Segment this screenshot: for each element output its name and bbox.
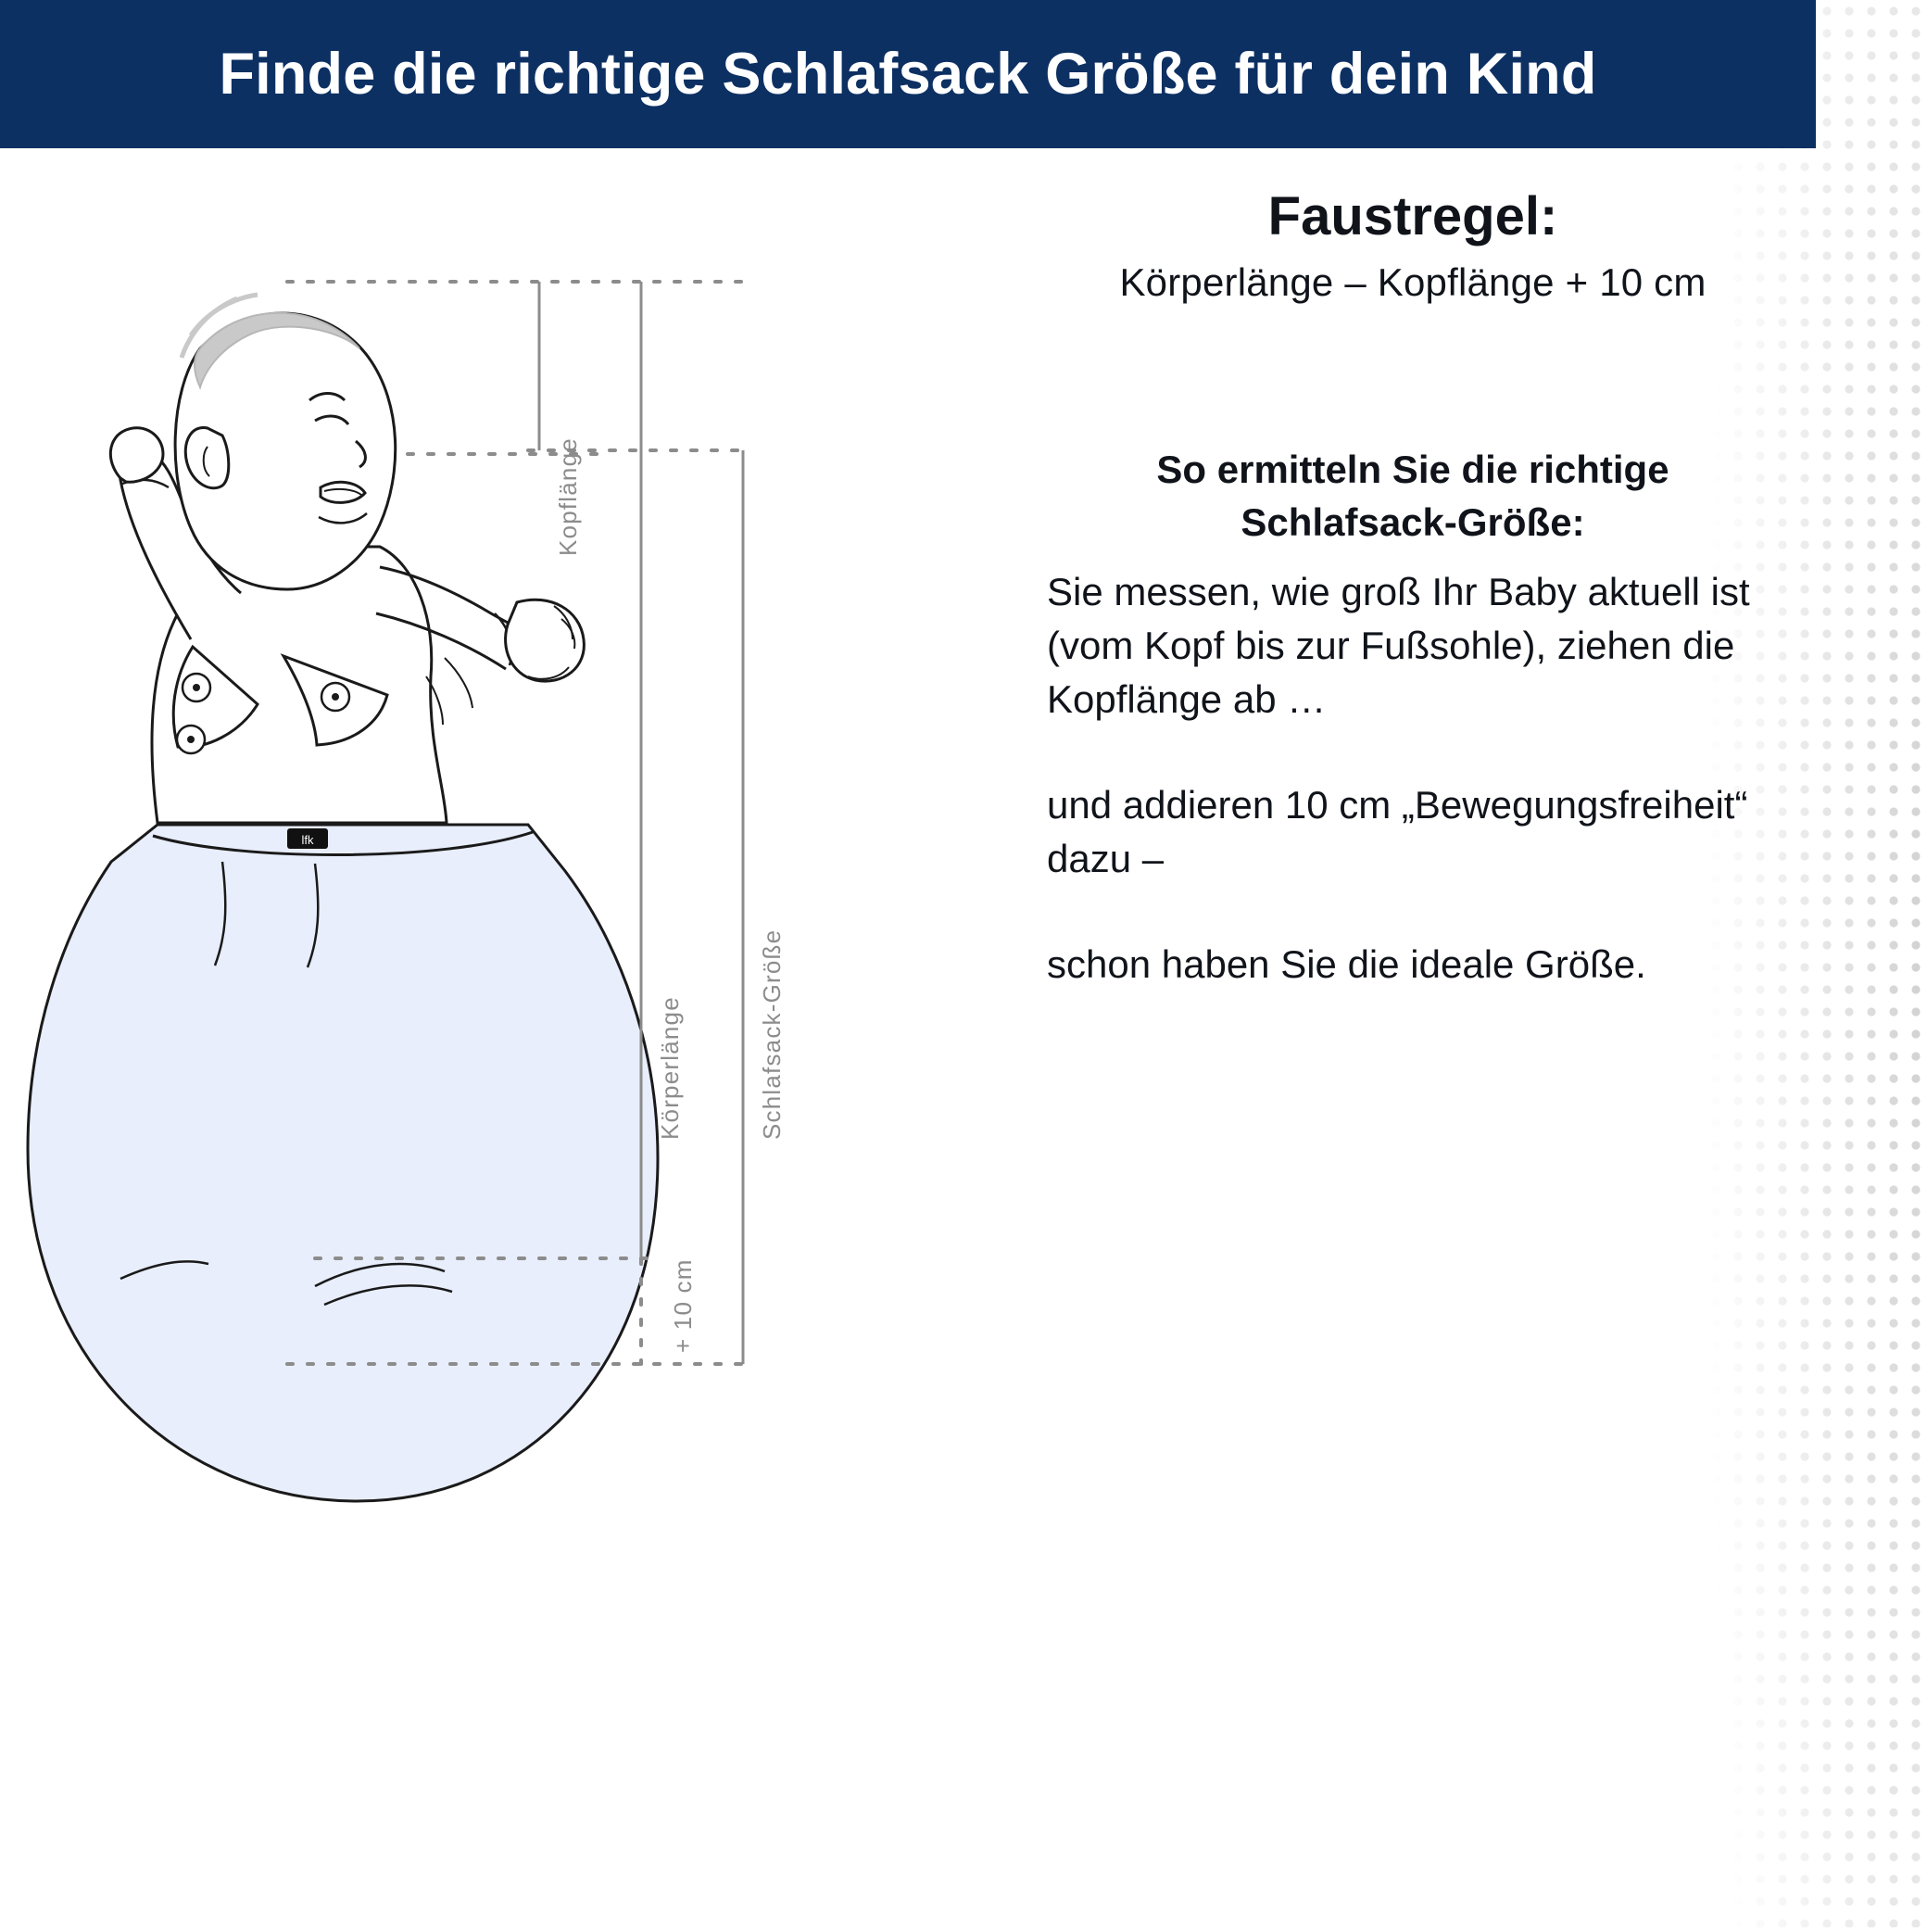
svg-text:lfk: lfk <box>301 833 314 847</box>
dimension-label-koerperlaenge: Körperlänge <box>656 996 684 1140</box>
page-title: Finde die richtige Schlafsack Größe für dein Kind <box>219 41 1597 107</box>
baby-in-sleeping-bag-illustration <box>9 269 1028 1659</box>
howto-paragraph-1: Sie messen, wie groß Ihr Baby aktuell ist (vom Kopf bis zur Fußsohle), ziehen die Kopflänge ab … <box>1047 570 1750 722</box>
dimension-label-schlafsack-groesse: Schlafsack-Größe <box>758 928 786 1140</box>
howto-heading-line-2: Schlafsack-Größe: <box>1241 499 1585 544</box>
header-banner <box>0 0 1816 148</box>
howto-heading <box>1047 444 1779 549</box>
main-content <box>0 148 1927 1927</box>
rule-of-thumb-heading: Faustregel: <box>1267 186 1558 246</box>
howto-paragraph-2: und addieren 10 cm „Bewegungsfreiheit“ dazu – <box>1047 783 1748 881</box>
howto-paragraph-3: schon haben Sie die ideale Größe. <box>1047 942 1646 987</box>
dimension-label-plus-10-cm: + 10 cm <box>669 1258 697 1353</box>
rule-of-thumb-formula: Körperlänge – Kopflänge + 10 cm <box>1119 260 1707 304</box>
howto-heading-line-1: So ermitteln Sie die richtige <box>1156 448 1669 491</box>
explanation-text-column <box>1047 185 1779 991</box>
dimension-label-kopflaenge: Kopflänge <box>554 437 582 556</box>
